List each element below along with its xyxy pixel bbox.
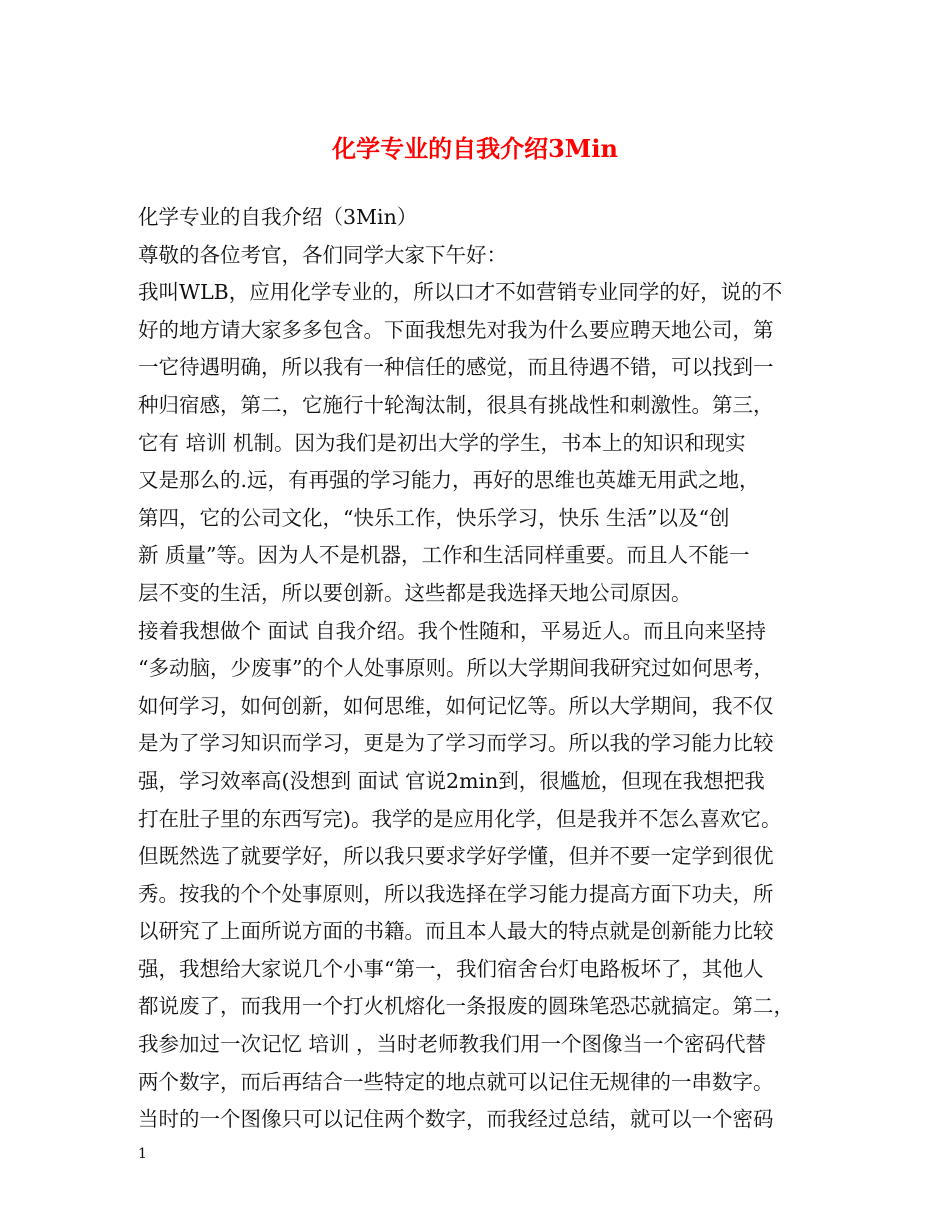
document-title: 化学专业的自我介绍3Min	[332, 134, 618, 163]
body-line: 秀。按我的个个处事原则，所以我选择在学习能力提高方面下功夫，所	[138, 881, 774, 906]
body-line: 尊敬的各位考官，各们同学大家下午好：	[138, 242, 507, 267]
body-line: 新 质量”等。因为人不是机器，工作和生活同样重要。而且人不能一	[138, 543, 750, 568]
body-line: 如何学习，如何创新，如何思维，如何记忆等。所以大学期间，我不仅	[138, 693, 774, 718]
body-line: 我参加过一次记忆 培训 ，当时老师教我们用一个图像当一个密码代替	[138, 1032, 767, 1057]
body-line: 第四，它的公司文化，“快乐工作，快乐学习，快乐 生活”以及“创	[138, 505, 730, 530]
body-line: 好的地方请大家多多包含。下面我想先对我为什么要应聘天地公司，第	[138, 317, 774, 342]
body-line: 都说废了，而我用一个打火机熔化一条报废的圆珠笔恐芯就搞定。第二，	[138, 994, 794, 1019]
body-line: 接着我想做个 面试 自我介绍。我个性随和，平易近人。而且向来坚持	[138, 618, 767, 643]
body-line: 化学专业的自我介绍（3Min）	[138, 205, 418, 229]
body-line: 一它待遇明确，所以我有一种信任的感觉，而且待遇不错，可以找到一	[138, 355, 774, 380]
page-number: 1	[138, 1146, 147, 1162]
body-line: 但既然选了就要学好，所以我只要求学好学懂，但并不要一定学到很优	[138, 844, 774, 869]
body-line: 当时的一个图像只可以记住两个数字，而我经过总结，就可以一个密码	[138, 1107, 774, 1132]
body-line: 它有 培训 机制。因为我们是初出大学的学生，书本上的知识和现实	[138, 430, 746, 455]
body-line: 是为了学习知识而学习，更是为了学习而学习。所以我的学习能力比较	[138, 731, 774, 756]
body-line: 我叫WLB，应用化学专业的，所以口才不如营销专业同学的好，说的不	[138, 280, 783, 305]
body-line: 两个数字，而后再结合一些特定的地点就可以记住无规律的一串数字。	[138, 1069, 774, 1094]
body-line: “多动脑，少废事”的个人处事原则。所以大学期间我研究过如何思考，	[138, 656, 774, 681]
document-body	[138, 199, 828, 1139]
body-line: 以研究了上面所说方面的书籍。而且本人最大的特点就是创新能力比较	[138, 919, 774, 944]
body-line: 层不变的生活，所以要创新。这些都是我选择天地公司原因。	[138, 580, 692, 605]
body-line: 种归宿感，第二，它施行十轮淘汰制，很具有挑战性和刺激性。第三，	[138, 392, 774, 417]
body-line: 又是那么的.远，有再强的学习能力，再好的思维也英雄无用武之地，	[138, 468, 760, 493]
body-line: 强，学习效率高(没想到 面试 官说2min到，很尴尬，但现在我想把我	[138, 768, 765, 793]
body-line: 强，我想给大家说几个小事“第一，我们宿舍台灯电路板坏了，其他人	[138, 956, 764, 981]
body-line: 打在肚子里的东西写完)。我学的是应用化学，但是我并不怎么喜欢它。	[138, 806, 782, 831]
